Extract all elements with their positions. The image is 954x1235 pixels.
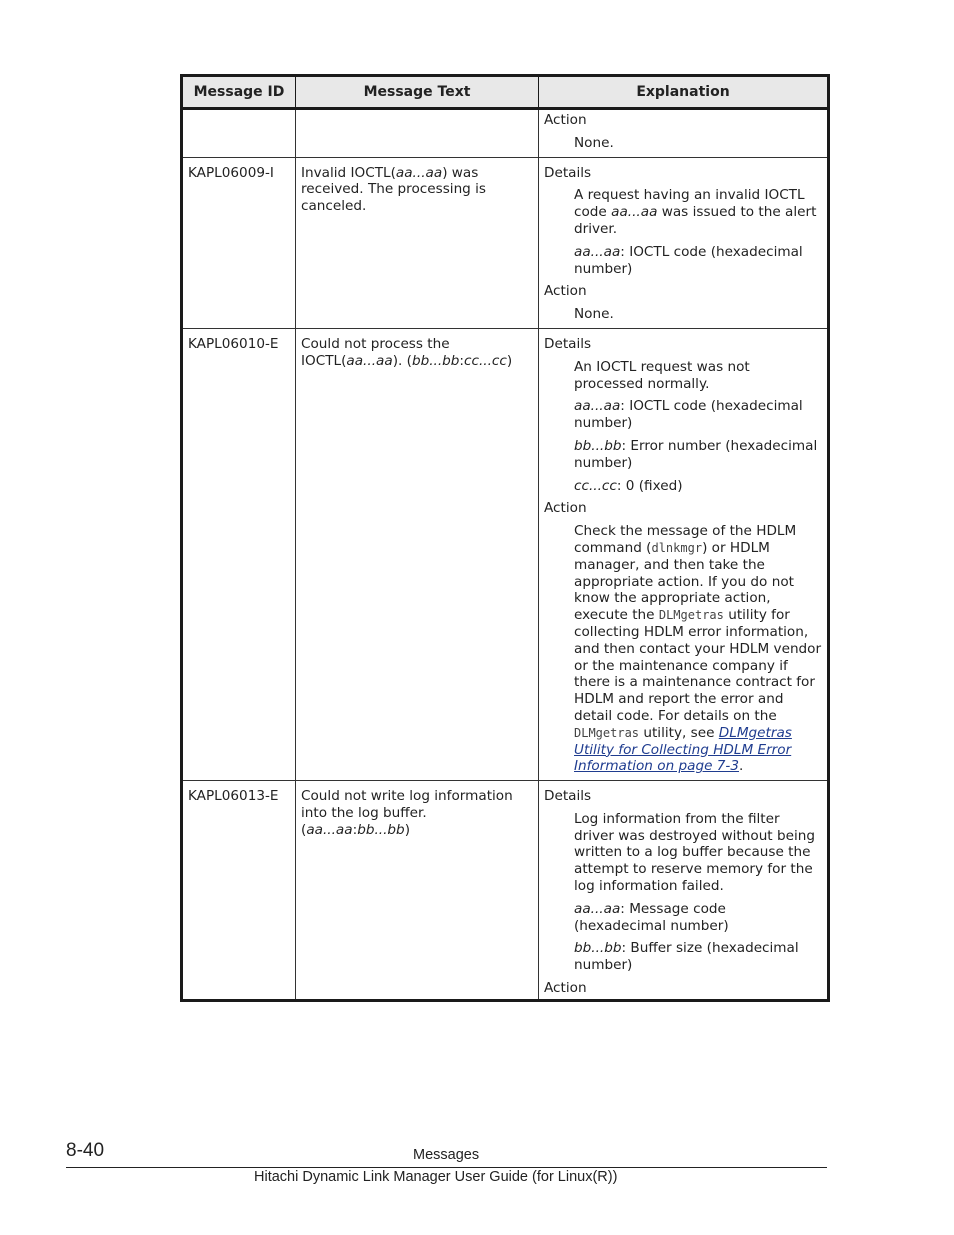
message-text: Could not process the IOCTL(aa...aa). (bb...bb:cc...cc) [296, 328, 539, 780]
table-row [182, 781, 829, 1001]
explanation-cell [539, 109, 829, 158]
explanation-cell [539, 781, 829, 1001]
details-variable: aa...aa: IOCTL code (hexadecimal number) [574, 398, 803, 432]
footer-divider [66, 1167, 827, 1168]
details-variable: cc...cc: 0 (fixed) [574, 477, 683, 494]
page-number: 8-40 [66, 1140, 105, 1161]
details-text: A request having an invalid IOCTL code aa...aa was issued to the alert driver. [574, 187, 817, 237]
details-text: An IOCTL request was not processed normally. [574, 358, 750, 392]
message-id: KAPL06013-E [182, 781, 296, 1001]
message-id: KAPL06009-I [182, 157, 296, 328]
section-title: Messages [413, 1147, 480, 1163]
header-message-text: Message Text [296, 76, 539, 109]
messages-table [180, 74, 830, 1002]
message-text: Invalid IOCTL(aa...aa) was received. The processing is canceled. [296, 157, 539, 328]
details-variable: bb...bb: Error number (hexadecimal number) [574, 437, 818, 471]
explanation-cell [539, 157, 829, 328]
explanation-cell [539, 328, 829, 780]
action-text: None. [574, 134, 614, 151]
message-text: Could not write log information into the log buffer. (aa...aa:bb...bb) [296, 781, 539, 1001]
table-row [182, 157, 829, 328]
details-label: Details [544, 788, 592, 805]
message-id: KAPL06010-E [182, 328, 296, 780]
header-message-id: Message ID [182, 76, 296, 109]
header-explanation: Explanation [539, 76, 829, 109]
table-header-row [182, 76, 829, 109]
table-row [182, 328, 829, 780]
details-variable: aa...aa: IOCTL code (hexadecimal number) [574, 243, 803, 277]
book-title: Hitachi Dynamic Link Manager User Guide (for Linux(R)) [254, 1169, 618, 1185]
table-row [182, 109, 829, 158]
details-label: Details [544, 164, 592, 181]
action-label: Action [544, 500, 587, 517]
action-label: Action [544, 980, 587, 997]
action-label: Action [544, 112, 587, 128]
message-text-cell [296, 109, 539, 158]
details-variable: aa...aa: Message code (hexadecimal number) [574, 900, 729, 934]
cross-reference-link[interactable]: DLMgetras Utility for Collecting HDLM Error Information on page 7-3 [574, 724, 792, 775]
message-id-cell [182, 109, 296, 158]
details-variable: bb...bb: Buffer size (hexadecimal number) [574, 940, 799, 974]
action-label: Action [544, 283, 587, 300]
details-label: Details [544, 335, 592, 352]
details-text: Log information from the filter driver was destroyed without being written to a log buffer because the attempt to reserve memory for the log information failed. [574, 810, 815, 895]
action-text: Check the message of the HDLM command (dlnkmgr) or HDLM manager, and then take the appropriate action. If you do not know the appropriate action, execute the DLMgetras utility for collecting HDLM error information, and then contact your HDLM vendor or the maintenance company if there is a maintenance contract for HDLM and report the error and detail code. For details on the DLMgetras utility, see DLMgetras Utility for Collecting HDLM Error Information on page 7-3. [574, 523, 822, 775]
action-text: None. [574, 306, 614, 323]
